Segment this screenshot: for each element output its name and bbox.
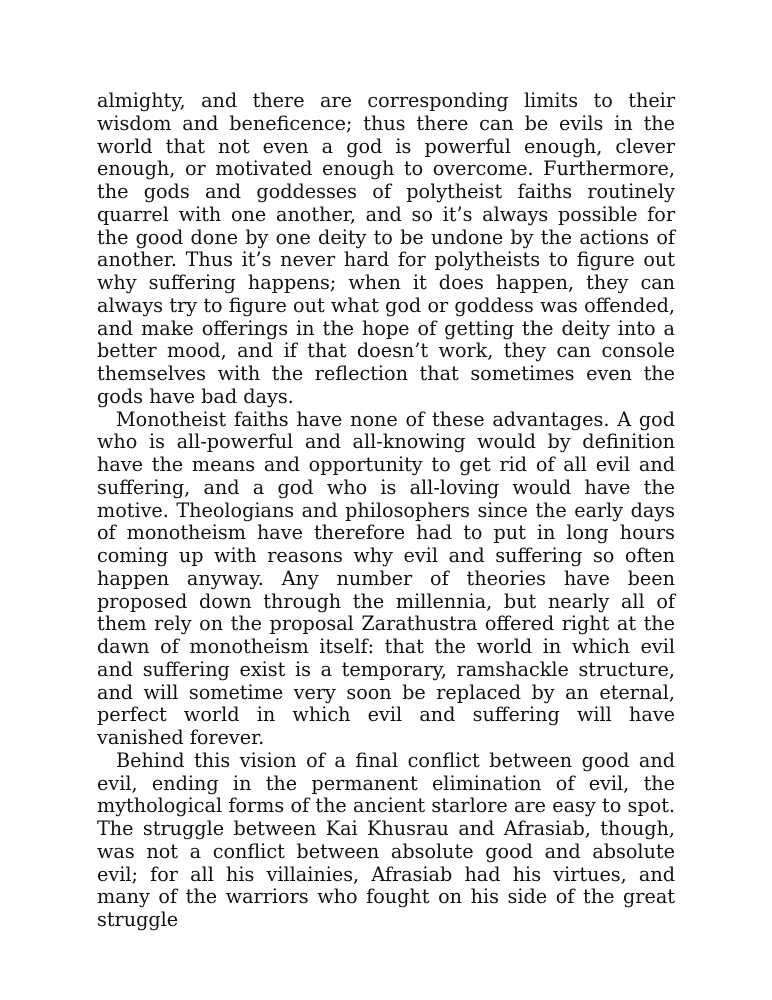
paragraph-monotheism-problem: Monotheist faiths have none of these advantages. A god who is all-powerful and all-knowing would by definition have the means and opportunity to get rid of all evil and suffering, and a god who is all-loving would have the motive. Theologians and philosophers since the early days of monotheism have therefore had to put in long hours coming up with reasons why evil and suffering so often happen anyway. Any number of theories have been proposed down through the millennia, but nearly all of them rely on the proposal Zarathustra offered right at the dawn of monotheism itself: that the world in which evil and suffering exist is a temporary, ramshackle structure, and will sometime very soon be replaced by an eternal, perfect world in which evil and suffering will have vanished forever.	[97, 407, 675, 749]
page-body	[97, 90, 675, 932]
paragraph-polytheism-limits: almighty, and there are corresponding limits to their wisdom and beneficence; thus there can be evils in the world that not even a god is powerful enough, clever enough, or motivated enough to overcome. Furthermore, the gods and goddesses of polytheist faiths routinely quarrel with one another, and so it’s always possible for the good done by one deity to be undone by the actions of another. Thus it’s never hard for polytheists to figure out why suffering happens; when it does happen, they can always try to figure out what god or goddess was offended, and make offerings in the hope of getting the deity into a better mood, and if that doesn’t work, they can console themselves with the reflection that sometimes even the gods have bad days.	[97, 89, 675, 408]
paragraph-final-conflict: Behind this vision of a final conflict between good and evil, ending in the permanent elimination of evil, the mythological forms of the ancient starlore are easy to spot. The struggle between Kai Khusrau and Afrasiab, though, was not a conflict between absolute good and absolute evil; for all his villainies, Afrasiab had his virtues, and many of the warriors who fought on his side of the great struggle	[97, 748, 675, 931]
